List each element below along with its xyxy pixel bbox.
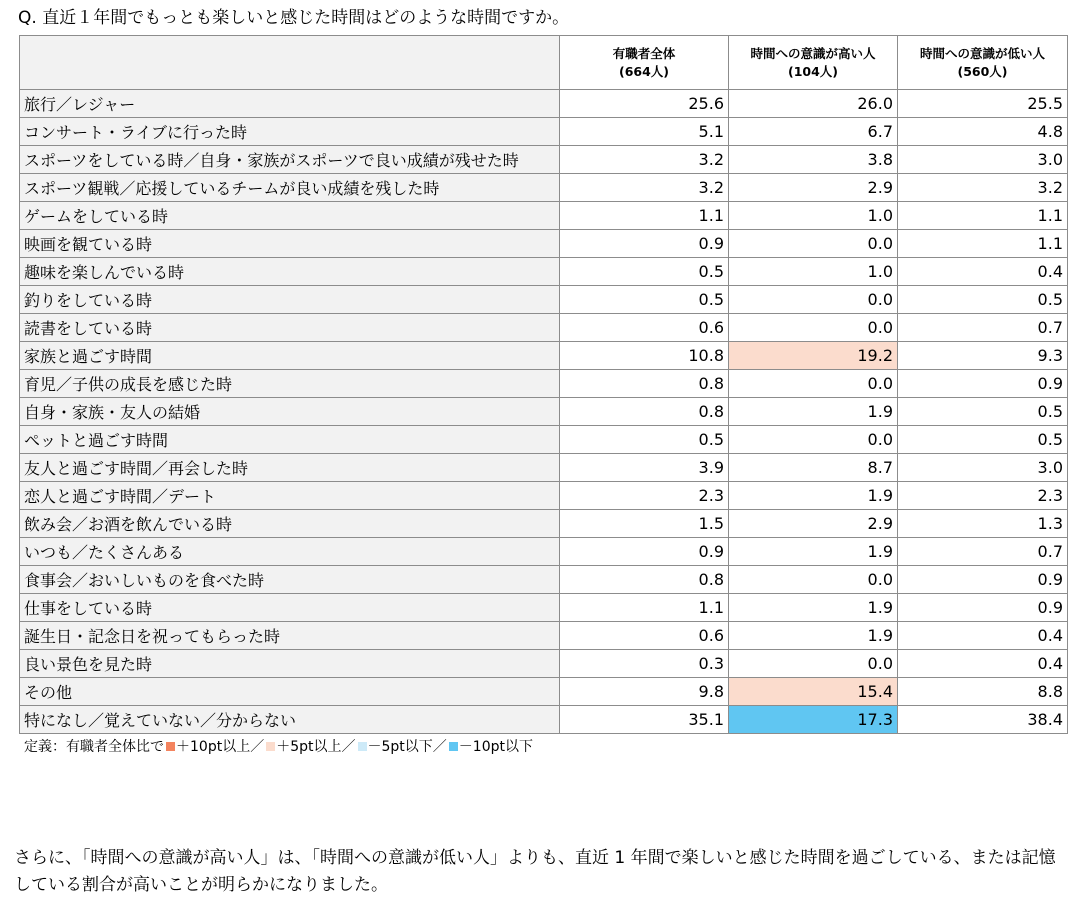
value-cell-low: 0.7 <box>898 314 1068 342</box>
legend-swatch-minus10 <box>449 742 458 751</box>
value-cell-low: 3.0 <box>898 146 1068 174</box>
table-row <box>20 342 1068 370</box>
row-label: 自身・家族・友人の結婚 <box>20 398 560 426</box>
legend-separator: ／ <box>341 739 356 755</box>
value-cell-high: 0.0 <box>729 314 898 342</box>
table-header-row <box>20 36 1068 90</box>
row-label: 育児／子供の成長を感じた時 <box>20 370 560 398</box>
legend-label-plus10: ＋10pt以上 <box>176 739 251 755</box>
value-cell-low: 1.3 <box>898 510 1068 538</box>
column-header-low: 時間への意識が低い人 (560人) <box>898 36 1068 90</box>
value-cell-low: 0.5 <box>898 286 1068 314</box>
row-label: ペットと過ごす時間 <box>20 426 560 454</box>
value-cell-high: 1.9 <box>729 482 898 510</box>
row-label: コンサート・ライブに行った時 <box>20 118 560 146</box>
value-cell-high: 1.9 <box>729 538 898 566</box>
table-row <box>20 594 1068 622</box>
value-cell-high: 2.9 <box>729 174 898 202</box>
table-row <box>20 566 1068 594</box>
row-label: 家族と過ごす時間 <box>20 342 560 370</box>
value-cell-all: 0.6 <box>560 314 729 342</box>
legend-separator: ／ <box>250 739 265 755</box>
value-cell-high: 17.3 <box>729 706 898 734</box>
value-cell-low: 2.3 <box>898 482 1068 510</box>
value-cell-high: 1.0 <box>729 202 898 230</box>
row-label: 旅行／レジャー <box>20 90 560 118</box>
row-label: 映画を観ている時 <box>20 230 560 258</box>
table-row <box>20 202 1068 230</box>
row-label: ゲームをしている時 <box>20 202 560 230</box>
value-cell-all: 0.8 <box>560 566 729 594</box>
legend-label-minus10: －10pt以下 <box>458 739 533 755</box>
value-cell-high: 1.0 <box>729 258 898 286</box>
value-cell-low: 0.7 <box>898 538 1068 566</box>
row-label: 誕生日・記念日を祝ってもらった時 <box>20 622 560 650</box>
value-cell-high: 1.9 <box>729 594 898 622</box>
summary-note: さらに、「時間への意識が高い人」は、「時間への意識が低い人」よりも、直近 1 年間で楽しいと感じた時間を過ごしている、または記憶している割合が高いことが明らかになりました。 <box>14 848 1056 895</box>
row-label: 特になし／覚えていない／分からない <box>20 706 560 734</box>
value-cell-low: 0.9 <box>898 370 1068 398</box>
value-cell-all: 2.3 <box>560 482 729 510</box>
row-label: スポーツをしている時／自身・家族がスポーツで良い成績が残せた時 <box>20 146 560 174</box>
value-cell-low: 9.3 <box>898 342 1068 370</box>
legend-label-minus5: －5pt以下 <box>367 739 433 755</box>
value-cell-all: 1.1 <box>560 594 729 622</box>
value-cell-all: 1.1 <box>560 202 729 230</box>
value-cell-all: 0.8 <box>560 370 729 398</box>
table-row <box>20 426 1068 454</box>
value-cell-all: 3.2 <box>560 146 729 174</box>
table-row <box>20 174 1068 202</box>
value-cell-low: 0.4 <box>898 650 1068 678</box>
legend-swatch-plus10 <box>166 742 175 751</box>
column-header-high: 時間への意識が高い人 (104人) <box>729 36 898 90</box>
value-cell-low: 4.8 <box>898 118 1068 146</box>
value-cell-all: 0.9 <box>560 230 729 258</box>
row-label: 友人と過ごす時間／再会した時 <box>20 454 560 482</box>
question-title: Q. 直近１年間でもっとも楽しいと感じた時間はどのような時間ですか。 <box>18 8 570 28</box>
value-cell-high: 1.9 <box>729 398 898 426</box>
value-cell-high: 0.0 <box>729 650 898 678</box>
table-row <box>20 510 1068 538</box>
value-cell-all: 35.1 <box>560 706 729 734</box>
value-cell-high: 26.0 <box>729 90 898 118</box>
value-cell-high: 0.0 <box>729 286 898 314</box>
table-row <box>20 118 1068 146</box>
value-cell-low: 1.1 <box>898 230 1068 258</box>
value-cell-low: 0.9 <box>898 566 1068 594</box>
value-cell-high: 0.0 <box>729 566 898 594</box>
value-cell-high: 0.0 <box>729 370 898 398</box>
highlight-definition <box>24 737 533 757</box>
value-cell-all: 0.5 <box>560 258 729 286</box>
table-row <box>20 650 1068 678</box>
value-cell-low: 0.9 <box>898 594 1068 622</box>
table-row <box>20 90 1068 118</box>
value-cell-all: 0.5 <box>560 426 729 454</box>
value-cell-low: 0.5 <box>898 398 1068 426</box>
value-cell-high: 15.4 <box>729 678 898 706</box>
row-label: 恋人と過ごす時間／デート <box>20 482 560 510</box>
row-label: 飲み会／お酒を飲んでいる時 <box>20 510 560 538</box>
table-row <box>20 230 1068 258</box>
table-row <box>20 370 1068 398</box>
value-cell-high: 8.7 <box>729 454 898 482</box>
legend-swatch-minus5 <box>358 742 367 751</box>
table-body <box>20 90 1068 734</box>
value-cell-all: 0.5 <box>560 286 729 314</box>
value-cell-all: 3.2 <box>560 174 729 202</box>
row-label: 良い景色を見た時 <box>20 650 560 678</box>
row-label: 釣りをしている時 <box>20 286 560 314</box>
value-cell-low: 0.4 <box>898 622 1068 650</box>
row-label: いつも／たくさんある <box>20 538 560 566</box>
value-cell-all: 0.6 <box>560 622 729 650</box>
value-cell-low: 3.0 <box>898 454 1068 482</box>
value-cell-low: 38.4 <box>898 706 1068 734</box>
table-row <box>20 146 1068 174</box>
table-row <box>20 314 1068 342</box>
table-row <box>20 706 1068 734</box>
value-cell-high: 2.9 <box>729 510 898 538</box>
value-cell-all: 25.6 <box>560 90 729 118</box>
value-cell-all: 0.8 <box>560 398 729 426</box>
table-row <box>20 286 1068 314</box>
value-cell-high: 0.0 <box>729 426 898 454</box>
row-label: 食事会／おいしいものを食べた時 <box>20 566 560 594</box>
legend-swatch-plus5 <box>266 742 275 751</box>
value-cell-low: 3.2 <box>898 174 1068 202</box>
value-cell-low: 0.4 <box>898 258 1068 286</box>
table-row <box>20 398 1068 426</box>
row-label: 趣味を楽しんでいる時 <box>20 258 560 286</box>
value-cell-all: 5.1 <box>560 118 729 146</box>
value-cell-high: 6.7 <box>729 118 898 146</box>
value-cell-all: 1.5 <box>560 510 729 538</box>
legend-separator: ／ <box>432 739 447 755</box>
table-row <box>20 538 1068 566</box>
value-cell-low: 25.5 <box>898 90 1068 118</box>
value-cell-all: 0.9 <box>560 538 729 566</box>
value-cell-all: 0.3 <box>560 650 729 678</box>
row-label: 読書をしている時 <box>20 314 560 342</box>
row-label: スポーツ観戦／応援しているチームが良い成績を残した時 <box>20 174 560 202</box>
value-cell-high: 1.9 <box>729 622 898 650</box>
definition-prefix: 定義：有職者全体比で <box>24 739 164 755</box>
row-label: 仕事をしている時 <box>20 594 560 622</box>
table-row <box>20 454 1068 482</box>
table-row <box>20 482 1068 510</box>
value-cell-low: 0.5 <box>898 426 1068 454</box>
column-header-all: 有職者全体 (664人) <box>560 36 729 90</box>
table-corner-cell <box>20 36 560 90</box>
value-cell-low: 1.1 <box>898 202 1068 230</box>
table-row <box>20 622 1068 650</box>
table-row <box>20 258 1068 286</box>
value-cell-all: 10.8 <box>560 342 729 370</box>
value-cell-high: 19.2 <box>729 342 898 370</box>
survey-table <box>19 35 1068 734</box>
row-label: その他 <box>20 678 560 706</box>
value-cell-all: 9.8 <box>560 678 729 706</box>
value-cell-high: 0.0 <box>729 230 898 258</box>
value-cell-all: 3.9 <box>560 454 729 482</box>
legend-label-plus5: ＋5pt以上 <box>276 739 342 755</box>
table-row <box>20 678 1068 706</box>
value-cell-low: 8.8 <box>898 678 1068 706</box>
value-cell-high: 3.8 <box>729 146 898 174</box>
